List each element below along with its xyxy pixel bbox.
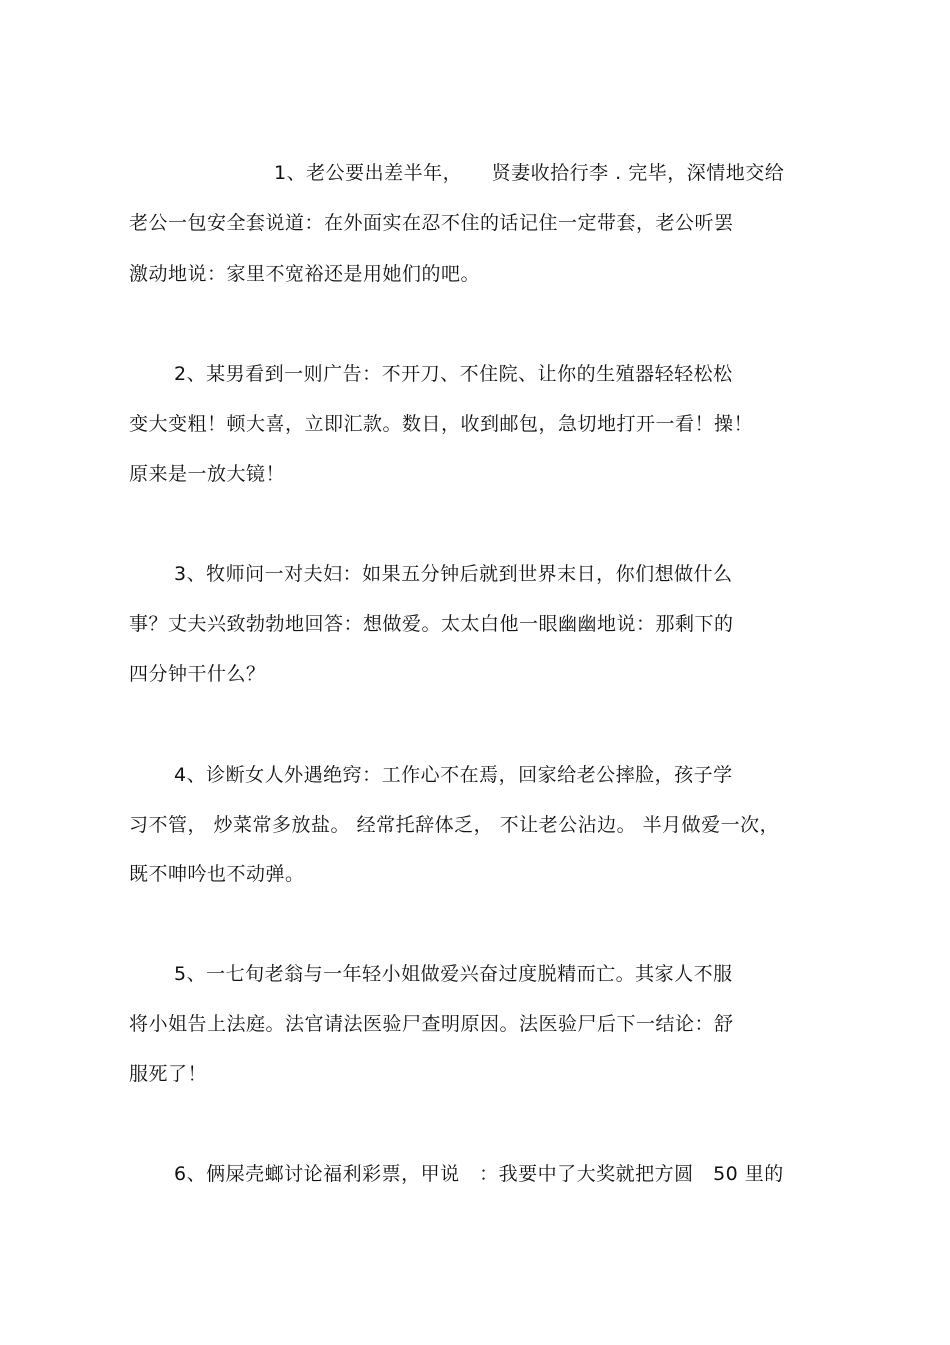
paragraph-4-line-2: 习不管， 炒菜常多放盐。 经常托辞体乏， 不让老公沾边。 半月做爱一次， (129, 814, 780, 836)
paragraph-3-line-1: 3、牧师问一对夫妇：如果五分钟后就到世界末日，你们想做什么 (174, 563, 733, 585)
paragraph-4-line-1: 4、诊断女人外遇绝窍：工作心不在焉，回家给老公摔脸，孩子学 (174, 764, 733, 786)
paragraph-5-line-2: 将小姐告上法庭。法官请法医验尸查明原因。法医验尸后下一结论：舒 (129, 1013, 734, 1035)
paragraph-2-line-1: 2、某男看到一则广告：不开刀、不住院、让你的生殖器轻轻松松 (174, 363, 733, 385)
paragraph-1-line-3: 激动地说：家里不宽裕还是用她们的吧。 (129, 263, 481, 285)
paragraph-6-line-1: 6、俩屎壳螂讨论福利彩票，甲说 ：我要中了大奖就把方圆 50 里的 (174, 1163, 784, 1185)
paragraph-3-line-2: 事？丈夫兴致勃勃地回答：想做爱。太太白他一眼幽幽地说：那剩下的 (129, 613, 734, 635)
paragraph-5-line-1: 5、一七旬老翁与一年轻小姐做爱兴奋过度脱精而亡。其家人不服 (174, 963, 733, 985)
paragraph-2-line-3: 原来是一放大镜！ (129, 463, 286, 485)
paragraph-1-line-1: 1、老公要出差半年， 贤妻收拾行李 . 完毕，深情地交给 (274, 162, 785, 184)
paragraph-3-line-3: 四分钟干什么？ (129, 663, 266, 685)
paragraph-5-line-3: 服死了！ (129, 1063, 208, 1085)
paragraph-1-line-2: 老公一包安全套说道：在外面实在忍不住的话记住一定带套，老公听罢 (129, 212, 734, 234)
paragraph-2-line-2: 变大变粗！顿大喜，立即汇款。数日，收到邮包，急切地打开一看！操！ (129, 413, 754, 435)
paragraph-4-line-3: 既不呻吟也不动弹。 (129, 863, 305, 885)
